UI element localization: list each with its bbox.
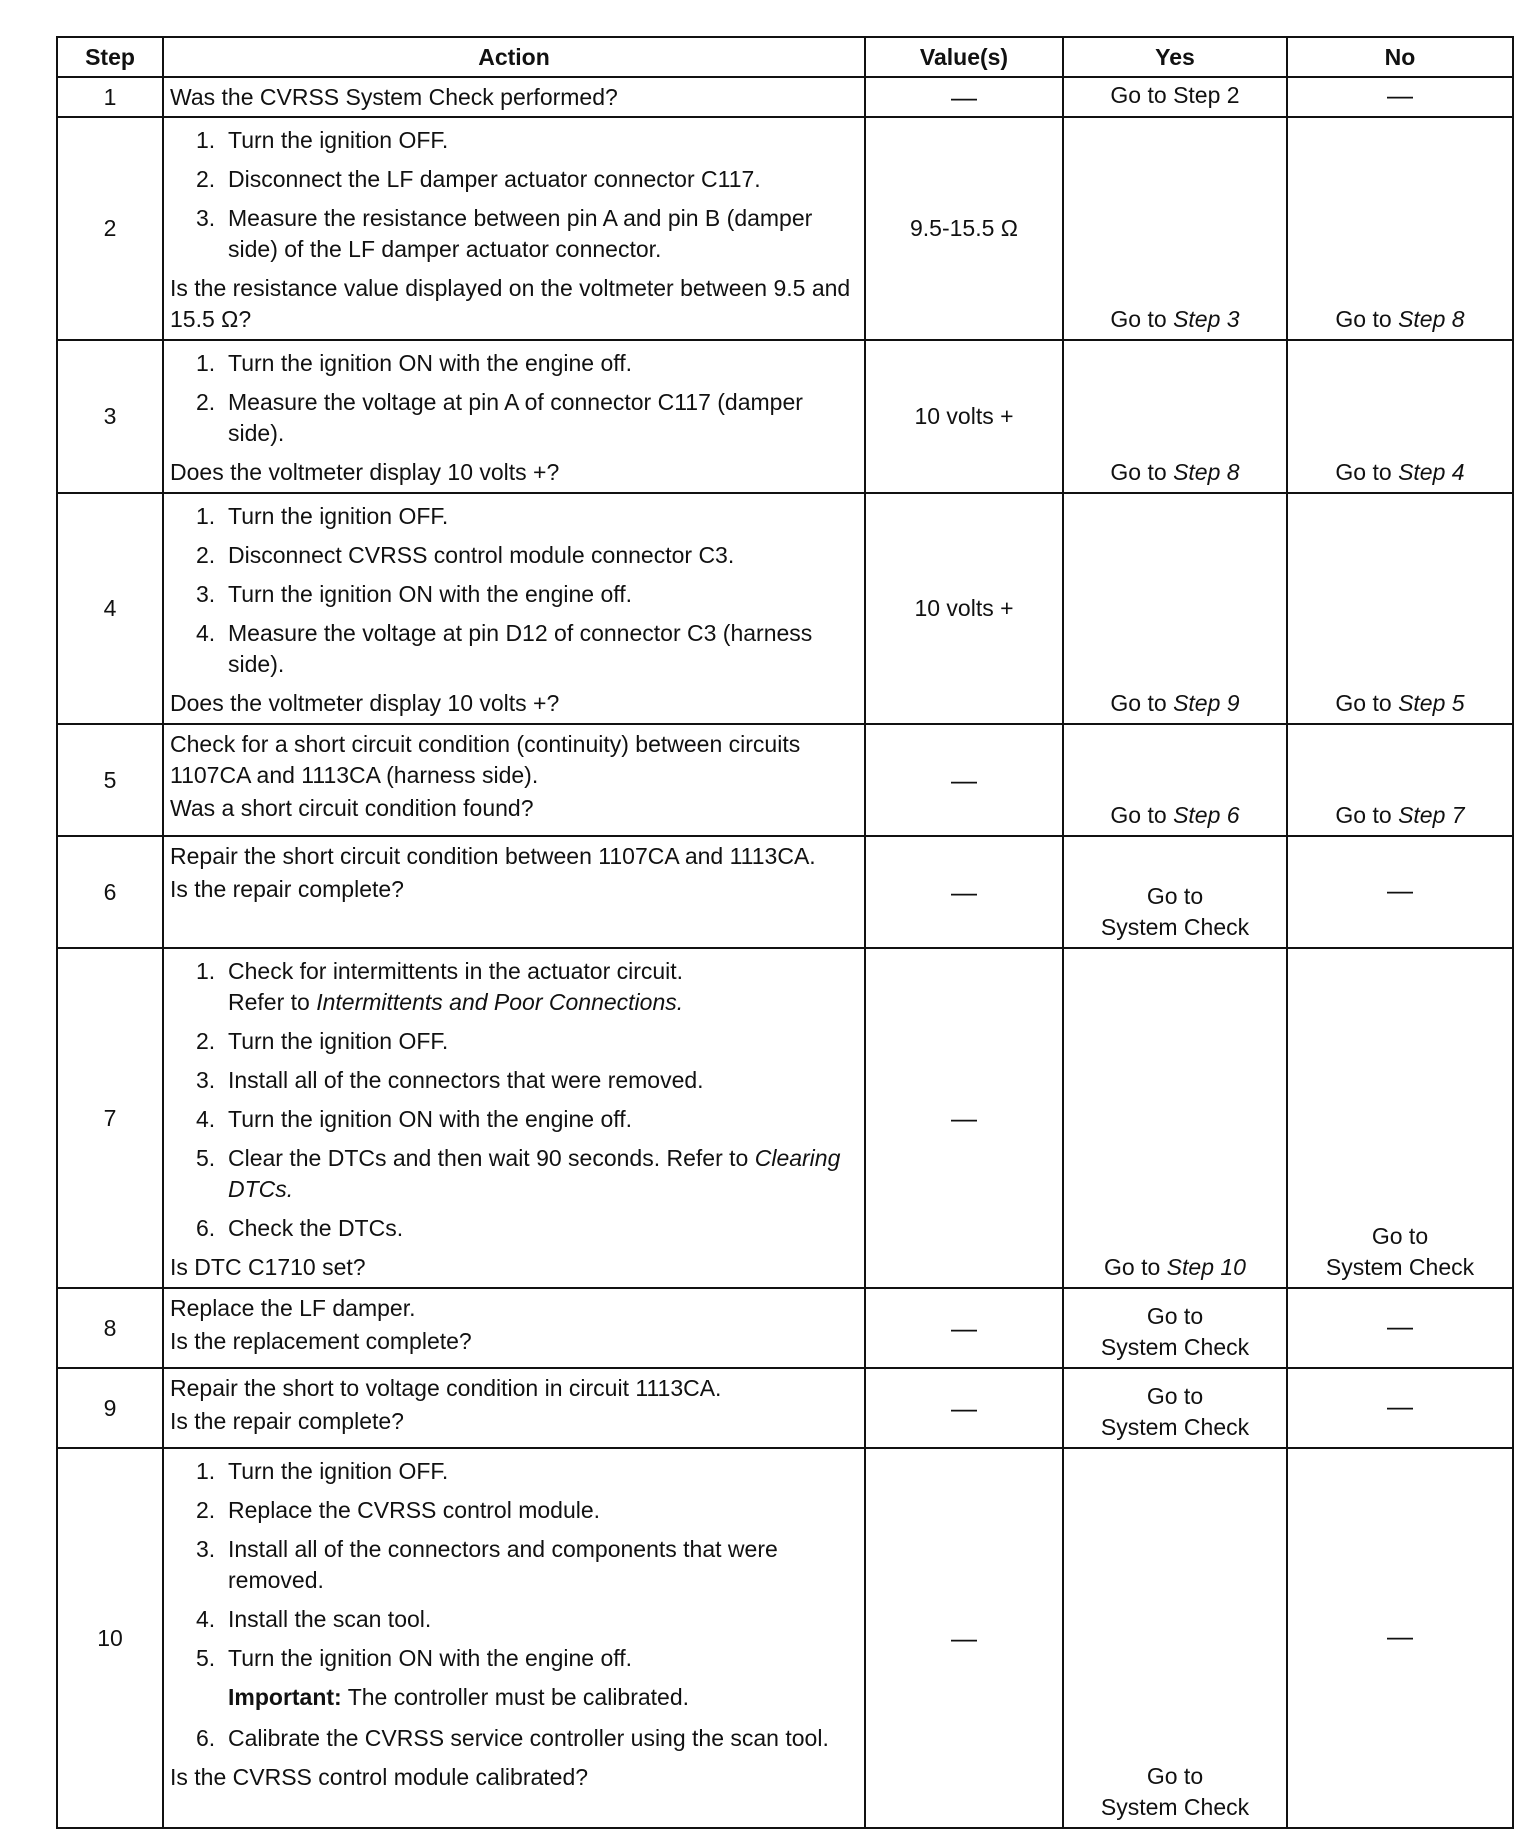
list-item: 5. Clear the DTCs and then wait 90 seconds. Refer to Clearing DTCs. [196,1145,841,1202]
action-text: Repair the short circuit condition between 1107CA and 1113CA. [170,843,816,869]
list-item: 6. Calibrate the CVRSS service controller using the scan tool. [196,1725,829,1751]
action-cell [163,340,865,493]
table-row [57,340,1513,493]
action-text: Was the CVRSS System Check performed? [170,83,618,110]
yes-cell: Go to Step 9 [1063,493,1287,724]
list-item: 3. Install all of the connectors and components that were removed. [196,1536,778,1593]
table-row [57,1288,1513,1368]
step-number: 7 [57,948,163,1288]
yes-cell: Go to System Check [1063,1288,1287,1368]
no-cell: — [1287,1368,1513,1448]
header-step: Step [57,37,163,77]
list-item: 1. Check for intermittents in the actuator circuit. Refer to Intermittents and Poor Connections. [196,958,684,1015]
list-item: 2. Disconnect CVRSS control module connector C3. [196,542,735,568]
no-cell: — [1287,836,1513,948]
yes-cell: Go to Step 10 [1063,948,1287,1288]
yes-cell: Go to Step 6 [1063,724,1287,836]
value-cell: — [865,724,1063,836]
list-item: 2. Disconnect the LF damper actuator connector C117. [196,166,761,192]
yes-cell: Go to System Check [1063,1368,1287,1448]
yes-cell: Go to Step 3 [1063,117,1287,340]
table-row [57,1448,1513,1828]
question-text: Was a short circuit condition found? [170,795,534,821]
no-cell: Go to Step 8 [1287,117,1513,340]
step-number: 2 [57,117,163,340]
no-cell: Go to Step 5 [1287,493,1513,724]
no-cell: — [1287,1288,1513,1368]
value-cell: — [865,1288,1063,1368]
action-cell [163,836,865,948]
step-number: 10 [57,1448,163,1828]
header-values: Value(s) [865,37,1063,77]
question-text: Does the voltmeter display 10 volts +? [170,690,560,716]
action-cell [163,1448,865,1828]
step-number: 8 [57,1288,163,1368]
list-item: 2. Measure the voltage at pin A of connector C117 (damper side). [196,389,803,446]
action-cell [163,493,865,724]
action-cell [163,1288,865,1368]
yes-cell: Go to Step 8 [1063,340,1287,493]
step-number: 9 [57,1368,163,1448]
diagnostic-table-page [56,36,1512,1829]
action-cell [163,117,865,340]
list-item: 3. Measure the resistance between pin A and pin B (damper side) of the LF damper actuator connector. [196,205,813,262]
list-item: 5. Turn the ignition ON with the engine off. [196,1645,633,1671]
no-cell: Go to System Check [1287,948,1513,1288]
yes-cell: Go to System Check [1063,836,1287,948]
list-item: 1. Turn the ignition ON with the engine off. [196,350,633,376]
value-cell: — [865,1448,1063,1828]
list-item: 2. Turn the ignition OFF. [196,1028,449,1054]
list-item: 3. Turn the ignition ON with the engine off. [196,581,633,607]
value-cell: — [865,1368,1063,1448]
table-row [57,493,1513,724]
diagnostic-table [56,36,1514,1829]
yes-cell: Go to Step 2 [1063,77,1287,117]
list-item: 3. Install all of the connectors that were removed. [196,1067,704,1093]
no-cell: Go to Step 7 [1287,724,1513,836]
table-row [57,1368,1513,1448]
list-item: 4. Install the scan tool. [196,1606,432,1632]
value-cell: 9.5-15.5 Ω [865,117,1063,340]
question-text: Is the CVRSS control module calibrated? [170,1764,589,1790]
table-row [57,117,1513,340]
question-text: Is the repair complete? [170,1408,404,1434]
step-number: 1 [57,77,163,117]
list-item: 1. Turn the ignition OFF. [196,127,449,153]
question-text: Is the repair complete? [170,876,404,902]
list-item: 1. Turn the ignition OFF. [196,1458,449,1484]
table-row [57,836,1513,948]
no-cell: Go to Step 4 [1287,340,1513,493]
question-text: Is the replacement complete? [170,1328,472,1354]
step-number: 3 [57,340,163,493]
value-cell: — [865,77,1063,117]
question-text: Is the resistance value displayed on the voltmeter between 9.5 and 15.5 Ω? [170,275,851,332]
list-item: 6. Check the DTCs. [196,1215,404,1241]
step-number: 5 [57,724,163,836]
table-row [57,724,1513,836]
table-row [57,948,1513,1288]
value-cell: 10 volts + [865,340,1063,493]
no-cell: — [1287,1448,1513,1828]
no-cell: — [1287,77,1513,117]
action-cell [163,724,865,836]
value-cell: — [865,948,1063,1288]
yes-cell: Go to System Check [1063,1448,1287,1828]
header-no: No [1287,37,1513,77]
table-row [57,77,1513,117]
step-number: 6 [57,836,163,948]
question-text: Is DTC C1710 set? [170,1254,366,1280]
action-cell [163,948,865,1288]
action-cell [163,77,865,117]
value-cell: — [865,836,1063,948]
action-text: Replace the LF damper. [170,1295,416,1321]
list-item: 4. Turn the ignition ON with the engine off. [196,1106,633,1132]
important-note: Important: The controller must be calibrated. [228,1684,690,1710]
table-header-row [57,37,1513,77]
list-item: 1. Turn the ignition OFF. [196,503,449,529]
list-item: 2. Replace the CVRSS control module. [196,1497,601,1523]
action-cell [163,1368,865,1448]
header-yes: Yes [1063,37,1287,77]
header-action: Action [163,37,865,77]
list-item: 4. Measure the voltage at pin D12 of connector C3 (harness side). [196,620,813,677]
action-text: Check for a short circuit condition (continuity) between circuits 1107CA and 1113CA (harness side). [170,731,801,788]
value-cell: 10 volts + [865,493,1063,724]
action-text: Repair the short to voltage condition in circuit 1113CA. [170,1375,722,1401]
step-number: 4 [57,493,163,724]
question-text: Does the voltmeter display 10 volts +? [170,459,560,485]
